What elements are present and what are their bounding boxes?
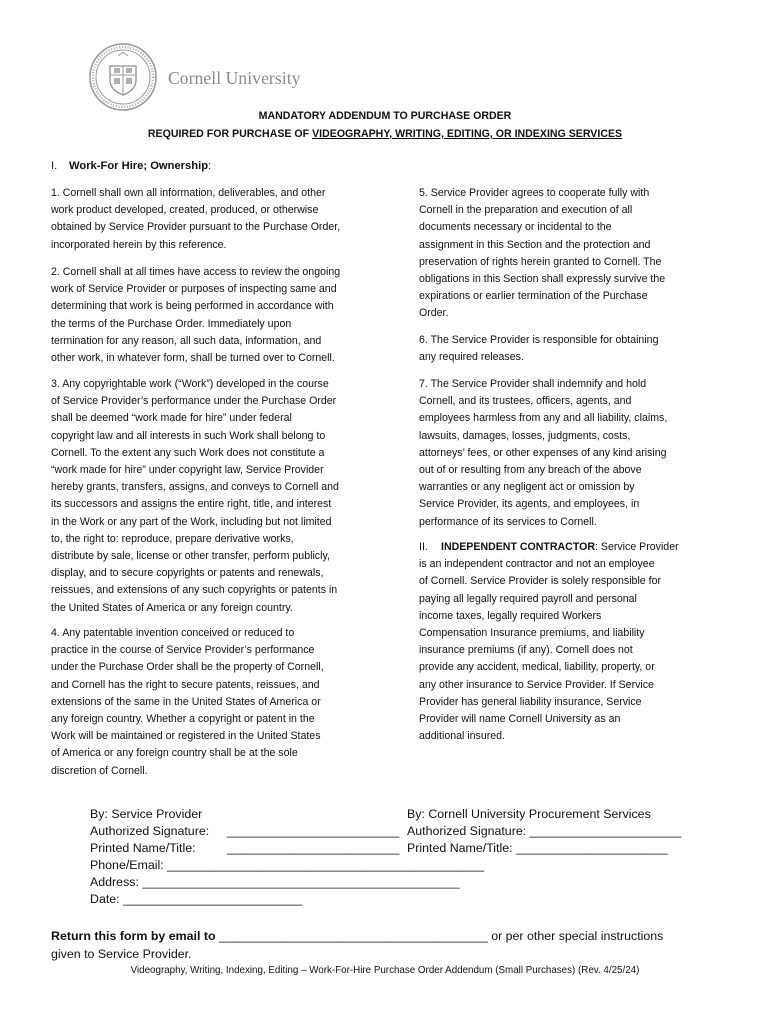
text-line: other work, in whatever form, shall be turned over to Cornell. — [51, 352, 335, 365]
text-line: to, the right to: reproduce, prepare derivative works, — [51, 532, 294, 545]
text-line: incorporated herein by this reference. — [51, 238, 227, 251]
sig-sp-by: By: Service Provider — [90, 807, 203, 821]
text-line: Compensation Insurance premiums, and liability — [419, 627, 645, 640]
sig-sp-address-field[interactable]: Address: ______________________________________________ — [90, 875, 460, 889]
sig-cu-name-field[interactable]: Printed Name/Title: ______________________ — [407, 841, 668, 855]
university-name: Cornell University — [168, 68, 301, 88]
text-line: any required releases. — [419, 351, 524, 364]
text-line: obtained by Service Provider pursuant to the Purchase Order, — [51, 221, 341, 234]
text-line: 4. Any patentable invention conceived or reduced to — [51, 627, 295, 639]
text-line: the United States of America or any foreign country. — [51, 601, 293, 614]
text-line: insurance premiums (if any). Cornell does not — [419, 644, 633, 657]
text-line: out of or resulting from any breach of the above — [419, 464, 642, 477]
text-line: assignment in this Section and the protection and — [419, 238, 651, 251]
text-line: employees harmless from any and all liability, claims, — [419, 412, 668, 425]
text-line: Work will be maintained or registered in the United States — [51, 730, 321, 743]
text-line: 3. Any copyrightable work (“Work”) developed in the course — [51, 378, 329, 390]
text-line: copyright law and all interests in such Work shall belong to — [51, 429, 326, 442]
paragraph-2 — [51, 264, 369, 367]
text-line: provide any accident, medical, liability, property, or — [419, 661, 655, 674]
document-title-line2 — [0, 128, 770, 140]
sig-cu-auth-field[interactable]: Authorized Signature: ______________________ — [407, 824, 682, 838]
text-line: of America or any foreign country shall be at the sole — [51, 747, 298, 760]
text-line: and Cornell has the right to secure patents, reissues, and — [51, 678, 320, 691]
text-line: practice in the course of Service Provider’s performance — [51, 644, 315, 657]
text-line: its successors and assigns the entire right, title, and interest — [51, 498, 332, 511]
paragraph-4 — [51, 625, 369, 780]
text-line: discretion of Cornell. — [51, 764, 148, 777]
text-line: 2. Cornell shall at all times have access to review the ongoing — [51, 266, 341, 278]
section-2-heading: INDEPENDENT CONTRACTOR — [441, 541, 596, 553]
sig-cu-by: By: Cornell University Procurement Services — [407, 807, 651, 821]
section-2-number: II. — [419, 541, 428, 553]
text-line: termination for any reason, all such data, information, and — [51, 334, 322, 347]
text-line: expirations or earlier termination of the Purchase — [419, 290, 648, 303]
text-line: shall be deemed “work made for hire” under federal — [51, 412, 292, 425]
text-line: Service Provider, its agents, and employees, in — [419, 498, 640, 511]
text-line: Provider will name Cornell University as an — [419, 713, 621, 726]
sig-sp-phone-field[interactable]: Phone/Email: ______________________________________________ — [90, 858, 485, 872]
text-line: Cornell, and its trustees, officers, agents, and — [419, 395, 632, 408]
text-line: 7. The Service Provider shall indemnify and hold — [419, 378, 647, 390]
sig-sp-name-label: Printed Name/Title: — [90, 841, 196, 855]
text-line: under the Purchase Order shall be the property of Cornell, — [51, 661, 324, 674]
text-line: obligations in this Section shall expressly survive the — [419, 273, 666, 286]
text-line: any other insurance to Service Provider. If Service — [419, 678, 654, 691]
title-prefix: REQUIRED FOR PURCHASE OF — [147, 128, 313, 140]
text-line: Provider has general liability insurance, Service — [419, 695, 642, 708]
section-1-colon: : — [208, 160, 212, 172]
text-line: Cornell. To the extent any such Work does not constitute a — [51, 446, 325, 459]
return-line-2: given to Service Provider. — [51, 946, 192, 961]
text-line: warranties or any negligent act or omission by — [419, 481, 635, 494]
text-line: Order. — [419, 307, 449, 320]
sig-sp-auth-label: Authorized Signature: — [90, 824, 210, 838]
text-line: 5. Service Provider agrees to cooperate fully with — [419, 187, 650, 199]
text-line: in the Work or any part of the Work, including but not limited — [51, 515, 332, 528]
text-line: of Cornell. Service Provider is solely responsible for — [419, 575, 661, 588]
section-2 — [419, 539, 691, 745]
text-line: any foreign country. Whether a copyright or patent in the — [51, 713, 315, 726]
text-line: preservation of rights herein granted to Cornell. The — [419, 255, 662, 268]
section-2-first-text: : Service Provider — [595, 541, 679, 553]
paragraph-7 — [419, 376, 691, 531]
footer-note: Videography, Writing, Indexing, Editing – Work-For-Hire Purchase Order Addendum (Small Purchases) (Rev. 4/25/24) — [130, 965, 640, 976]
text-line: the terms of the Purchase Order. Immediately upon — [51, 317, 292, 330]
return-email-field[interactable]: _______________________________________ — [215, 929, 488, 943]
return-line-1 — [51, 928, 701, 946]
paragraph-3 — [51, 376, 369, 617]
text-line: Cornell in the preparation and execution of all — [419, 204, 633, 217]
text-line: 6. The Service Provider is responsible for obtaining — [419, 334, 659, 346]
text-line: “work made for hire” under copyright law, Service Provider — [51, 464, 324, 477]
cornell-seal-icon — [88, 42, 158, 112]
return-rest: or per other special instructions — [487, 929, 664, 943]
text-line: 1. Cornell shall own all information, deliverables, and other — [51, 187, 326, 199]
text-line: documents necessary or incidental to the — [419, 221, 612, 234]
section-2-body — [419, 556, 691, 745]
title-services: VIDEOGRAPHY, WRITING, EDITING, OR INDEXING SERVICES — [312, 128, 623, 140]
return-bold: Return this form by email to — [51, 929, 216, 943]
text-line: display, and to secure copyrights or patents and renewals, — [51, 567, 324, 580]
text-line: hereby grants, transfers, assigns, and conveys to Cornell and — [51, 481, 339, 494]
text-line: paying all legally required payroll and personal — [419, 592, 637, 605]
text-line: extensions of the same in the United States of America or — [51, 695, 321, 708]
paragraph-1 — [51, 185, 369, 254]
section-2-first-line — [419, 539, 691, 556]
text-line: attorneys’ fees, or other expenses of any kind arising — [419, 446, 667, 459]
text-line: additional insured. — [419, 730, 505, 743]
section-1-title: Work-For Hire; Ownership — [69, 160, 209, 172]
sig-sp-auth-field[interactable]: _________________________ — [227, 824, 400, 838]
paragraph-6 — [419, 332, 691, 366]
sig-sp-date-field[interactable]: Date: __________________________ — [90, 892, 303, 906]
section-1-heading — [51, 160, 211, 172]
text-line: lawsuits, damages, losses, judgments, costs, — [419, 429, 631, 442]
cornell-logo — [88, 42, 301, 118]
text-line: reissues, and extensions of any such copyrights or patents in — [51, 584, 338, 597]
text-line: performance of its services to Cornell. — [419, 515, 597, 528]
text-line: is an independent contractor and not an employee — [419, 558, 655, 571]
document-title-line1: MANDATORY ADDENDUM TO PURCHASE ORDER — [258, 110, 512, 122]
text-line: of Service Provider’s performance under the Purchase Order — [51, 395, 337, 408]
text-line: distribute by sale, license or other transfer, perform publicly, — [51, 550, 330, 563]
paragraph-5 — [419, 185, 691, 323]
text-line: work product developed, created, produced, or otherwise — [51, 204, 319, 217]
return-instructions — [51, 928, 701, 963]
section-1-number: I. — [51, 160, 58, 172]
text-line: determining that work is being performed in accordance with — [51, 300, 334, 313]
text-line: income taxes, legally required Workers — [419, 609, 602, 622]
sig-sp-name-field[interactable]: _________________________ — [227, 841, 400, 855]
text-line: work of Service Provider or purposes of inspecting same and — [51, 283, 337, 296]
